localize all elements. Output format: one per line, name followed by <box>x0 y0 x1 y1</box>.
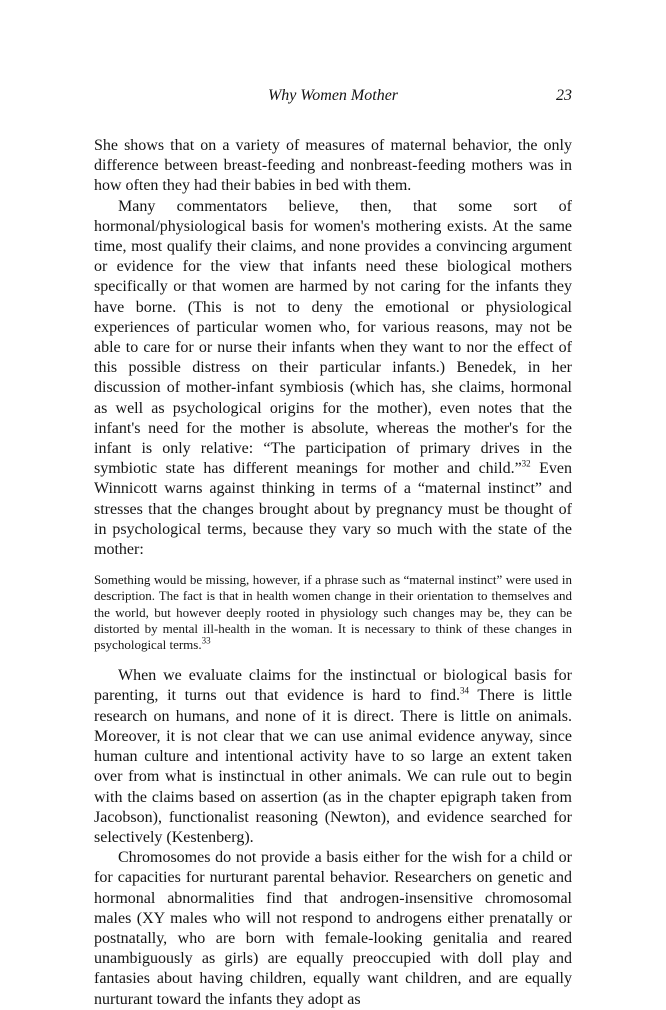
paragraph-2-text-a: Many commentators believe, then, that some sort of hormonal/physiological basis for women's mothering exists. At the same time, most qualify their claims, and none provides a convincing argument or evidence for the view that infants need these biological mothers specifically or that women are harmed by not caring for the infants they have borne. (This is not to deny the emotional or physiological experiences of particular women who, for various reasons, may not be able to care for or nurse their infants when they want to nor the effect of this possible distress on their particular infants.) Benedek, in her discussion of mother-infant symbiosis (which has, she claims, hormonal as well as psychological origins for the mother), even notes that the infant's need for the mother is absolute, whereas the mother's for the infant is only relative: “The participation of primary drives in the symbiotic state has different meanings for mother and child.” <box>94 197 572 478</box>
running-head: Why Women Mother <box>267 87 399 104</box>
page-number: 23 <box>556 87 572 104</box>
paragraph-3-text-a: When we evaluate claims for the instinctual or biological basis for parenting, it turns out that evidence is hard to find. <box>94 667 572 705</box>
paragraph-3 <box>94 666 572 848</box>
page-header <box>94 86 572 108</box>
footnote-ref-33: 33 <box>201 635 211 646</box>
block-quote-text: Something would be missing, however, if a phrase such as “maternal instinct” were used in description. The fact is that in health women change in their orientation to themselves and the world, but however deeply rooted in physiology such changes may be, they can be distorted by mental ill-health in the woman. It is necessary to think of these changes in psychological terms. <box>94 572 572 653</box>
paragraph-2-text-b: Even Winnicott warns against thinking in terms of a “maternal instinct” and stresses that the changes brought about by pregnancy must be thought of in psychological terms, because they vary so much with the state of the mother: <box>94 460 572 559</box>
paragraph-1: She shows that on a variety of measures of maternal behavior, the only difference between breast-feeding and nonbreast-feeding mothers was in how often they had their babies in bed with them. <box>94 137 572 195</box>
paragraph-3-text-b: There is little research on humans, and none of it is direct. There is little on animals. Moreover, it is not clear that we can use animal evidence anyway, since human culture and intentional activity have to so large an extent taken over from what is instinctual in other animals. We can rule out to begin with the claims based on assertion (as in the chapter epigraph taken from Jacobson), functionalist reasoning (Newton), and evidence searched for selectively (Kestenberg). <box>94 687 573 846</box>
block-quote <box>94 572 572 653</box>
paragraph-2 <box>94 197 572 561</box>
paragraph-4: Chromosomes do not provide a basis either for the wish for a child or for capacities for nurturant parental behavior. Researchers on genetic and hormonal abnormalities find that androgen-insensitive chromosomal males (XY males who will not respond to androgens either prenatally or postnatally, who are born with female-looking genitalia and reared unambiguously as girls) are equally preoccupied with doll play and fantasies about having children, equally want children, and are equally nurturant toward the infants they adopt as <box>94 849 572 1008</box>
footnote-ref-32: 32 <box>521 458 531 469</box>
footnote-ref-34: 34 <box>459 686 469 697</box>
body-text <box>94 136 572 1010</box>
